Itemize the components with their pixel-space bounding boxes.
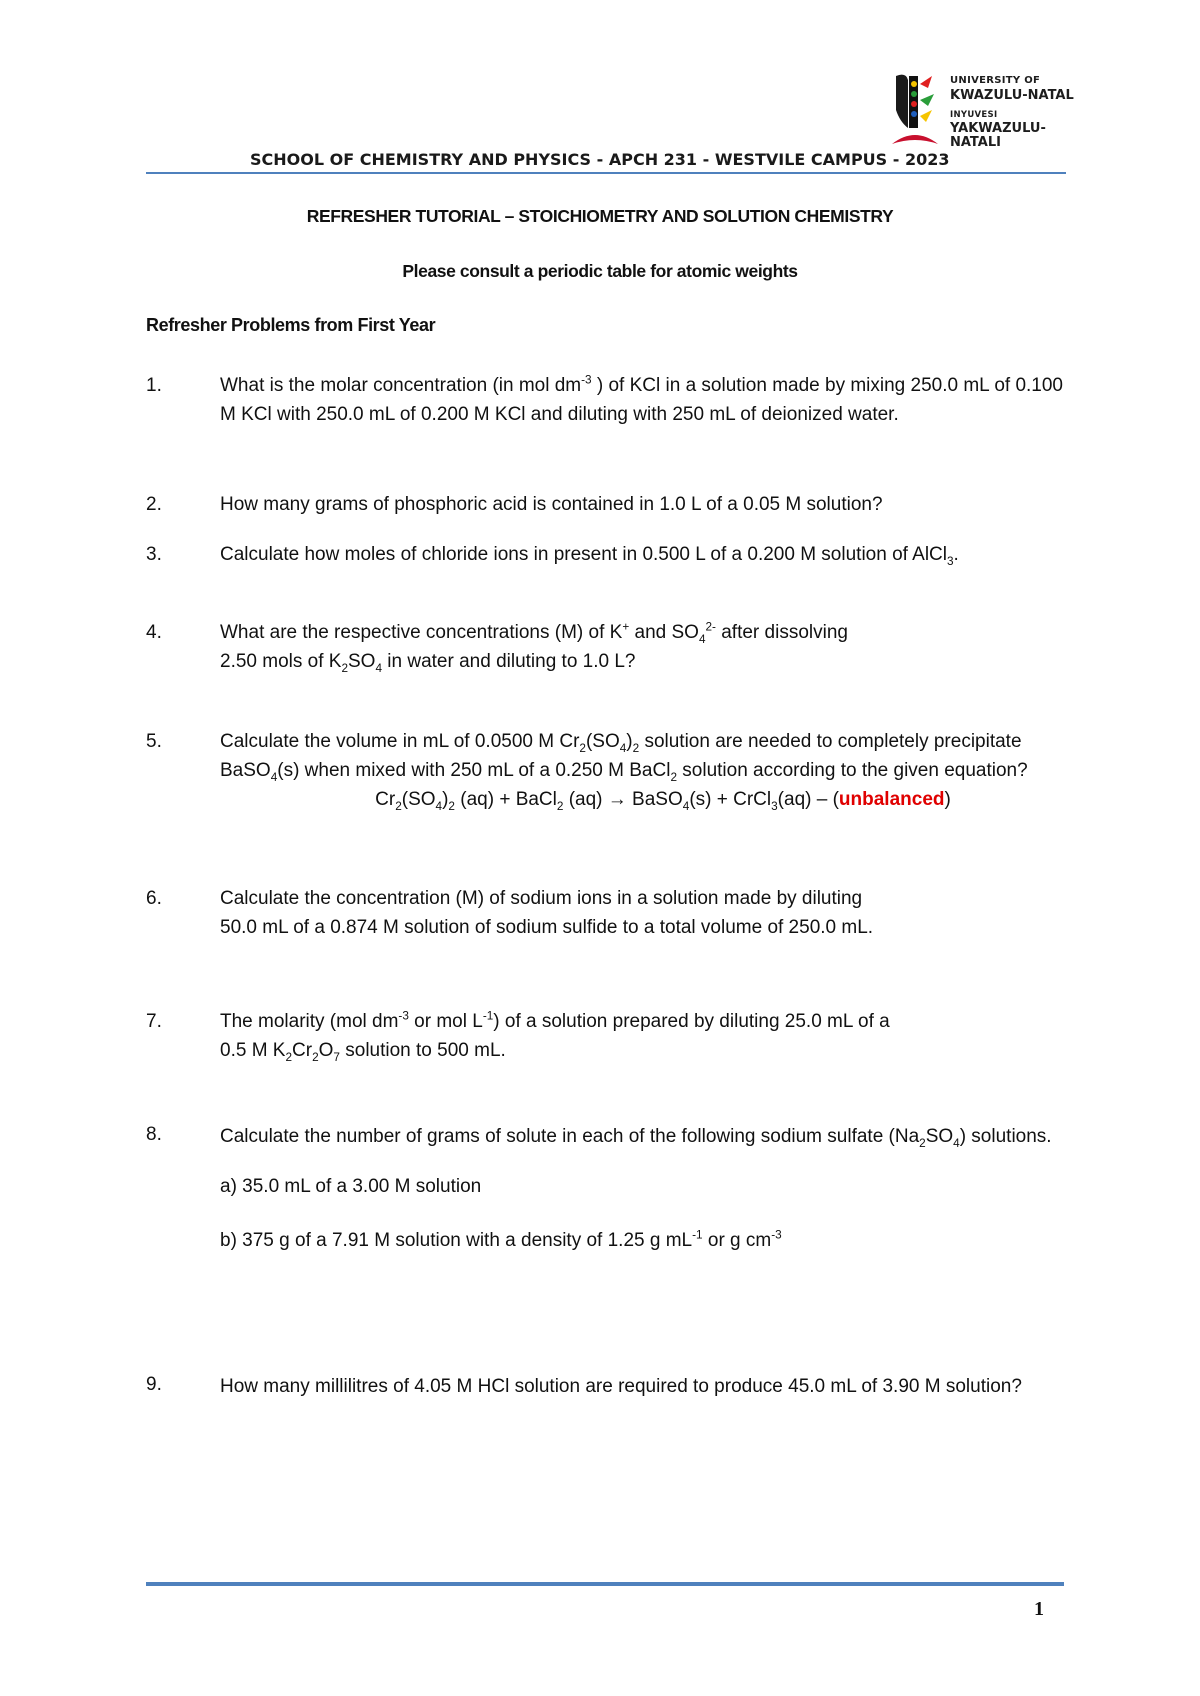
question-text: What are the respective concentrations (M) of K+ and $SO_4^{2-}$ after dissolving 2.50 mols of $K_2SO_4$ in water and diluting to 1.0 L?: [220, 620, 848, 675]
question-text: What is the molar concentration (in mol $dm^{-3}$ ) of KCl in a solution made by mixing 250.0 mL of 0.100 M KCl with 250.0 mL of 0.200 M KCl and diluting with 250 mL of deionized water.: [220, 373, 1063, 425]
question-part-a: a) 35.0 mL of a 3.00 M solution: [220, 1176, 482, 1197]
question-text: How many grams of phosphoric acid is contained in 1.0 L of a 0.05 M solution?: [220, 494, 883, 515]
question-text: Calculate how moles of chloride ions in present in 0.500 L of a 0.200 M solution of AlCl$_3$.: [220, 544, 959, 568]
university-shield-icon: [888, 70, 942, 154]
question-number: 7.: [146, 1011, 162, 1032]
question-number: 1.: [146, 375, 162, 396]
question-number: 8.: [146, 1124, 162, 1145]
question-number: 3.: [146, 544, 162, 565]
question-number: 2.: [146, 494, 162, 515]
question-text: Calculate the volume in mL of 0.0500 M $Cr_2(SO_4)_2$ solution are needed to completely precipitate BaSO$_4$(s) when mixed with 250 mL of a 0.250 M BaCl$_2$ solution according to the given equation? $Cr_2(SO_4)_2$ (aq) + BaCl$_2$ (aq) → BaSO$_4$(s) + CrCl$_3$(aq) – (unbalanced): [220, 727, 1066, 814]
document-subtitle: Please consult a periodic table for atomic weights: [402, 261, 798, 281]
question-text: How many millilitres of 4.05 M HCl solution are required to produce 45.0 mL of 3.90 M solution?: [220, 1376, 1022, 1397]
question-part-b: b) 375 g of a 7.91 M solution with a density of 1.25 g $mL^{-1}$ or g $cm^{-3}$: [220, 1228, 782, 1251]
header-rule: [146, 172, 1066, 174]
university-logo: [888, 70, 1088, 154]
logo-line-3: INYUVESI: [950, 110, 998, 121]
question-number: 5.: [146, 731, 162, 752]
page-number: 1: [1034, 1598, 1044, 1620]
logo-wordmark: [950, 76, 1088, 149]
reaction-arrow-icon: →: [607, 789, 627, 810]
document-title: REFRESHER TUTORIAL – STOICHIOMETRY AND SOLUTION CHEMISTRY: [306, 206, 894, 226]
logo-line-4: YAKWAZULU-NATALI: [950, 121, 1046, 150]
question-text: Calculate the number of grams of solute in each of the following sodium sulfate $(Na_2SO_4)$ solutions. a) 35.0 mL of a 3.00 M solution b) 375 g of a 7.91 M solution with a density of 1.25 g $mL^{-1}$ or g $cm^{-3}$: [220, 1120, 1066, 1255]
question-number: 9.: [146, 1374, 162, 1395]
question-text: The molarity (mol $dm^{-3}$ or mol $L^{-1}$) of a solution prepared by diluting 25.0 mL of a 0.5 M $K_2Cr_2O_7$ solution to 500 mL.: [220, 1009, 890, 1064]
logo-line-1: UNIVERSITY OF: [950, 75, 1041, 86]
unbalanced-label: unbalanced: [838, 789, 945, 810]
chemical-equation: $Cr_2(SO_4)_2$ (aq) + BaCl$_2$ (aq) → BaSO$_4$(s) + CrCl$_3$(aq) – (unbalanced): [375, 789, 951, 813]
footer-rule: [146, 1582, 1064, 1586]
question-number: 4.: [146, 622, 162, 643]
logo-line-2: KWAZULU-NATAL: [950, 87, 1074, 103]
section-title: Refresher Problems from First Year: [146, 315, 436, 335]
question-number: 6.: [146, 888, 162, 909]
page-header: SCHOOL OF CHEMISTRY AND PHYSICS - APCH 231 - WESTVILE CAMPUS - 2023: [250, 150, 950, 169]
question-text: Calculate the concentration (M) of sodium ions in a solution made by diluting 50.0 mL of a 0.874 M solution of sodium sulfide to a total volume of 250.0 mL.: [220, 888, 874, 938]
